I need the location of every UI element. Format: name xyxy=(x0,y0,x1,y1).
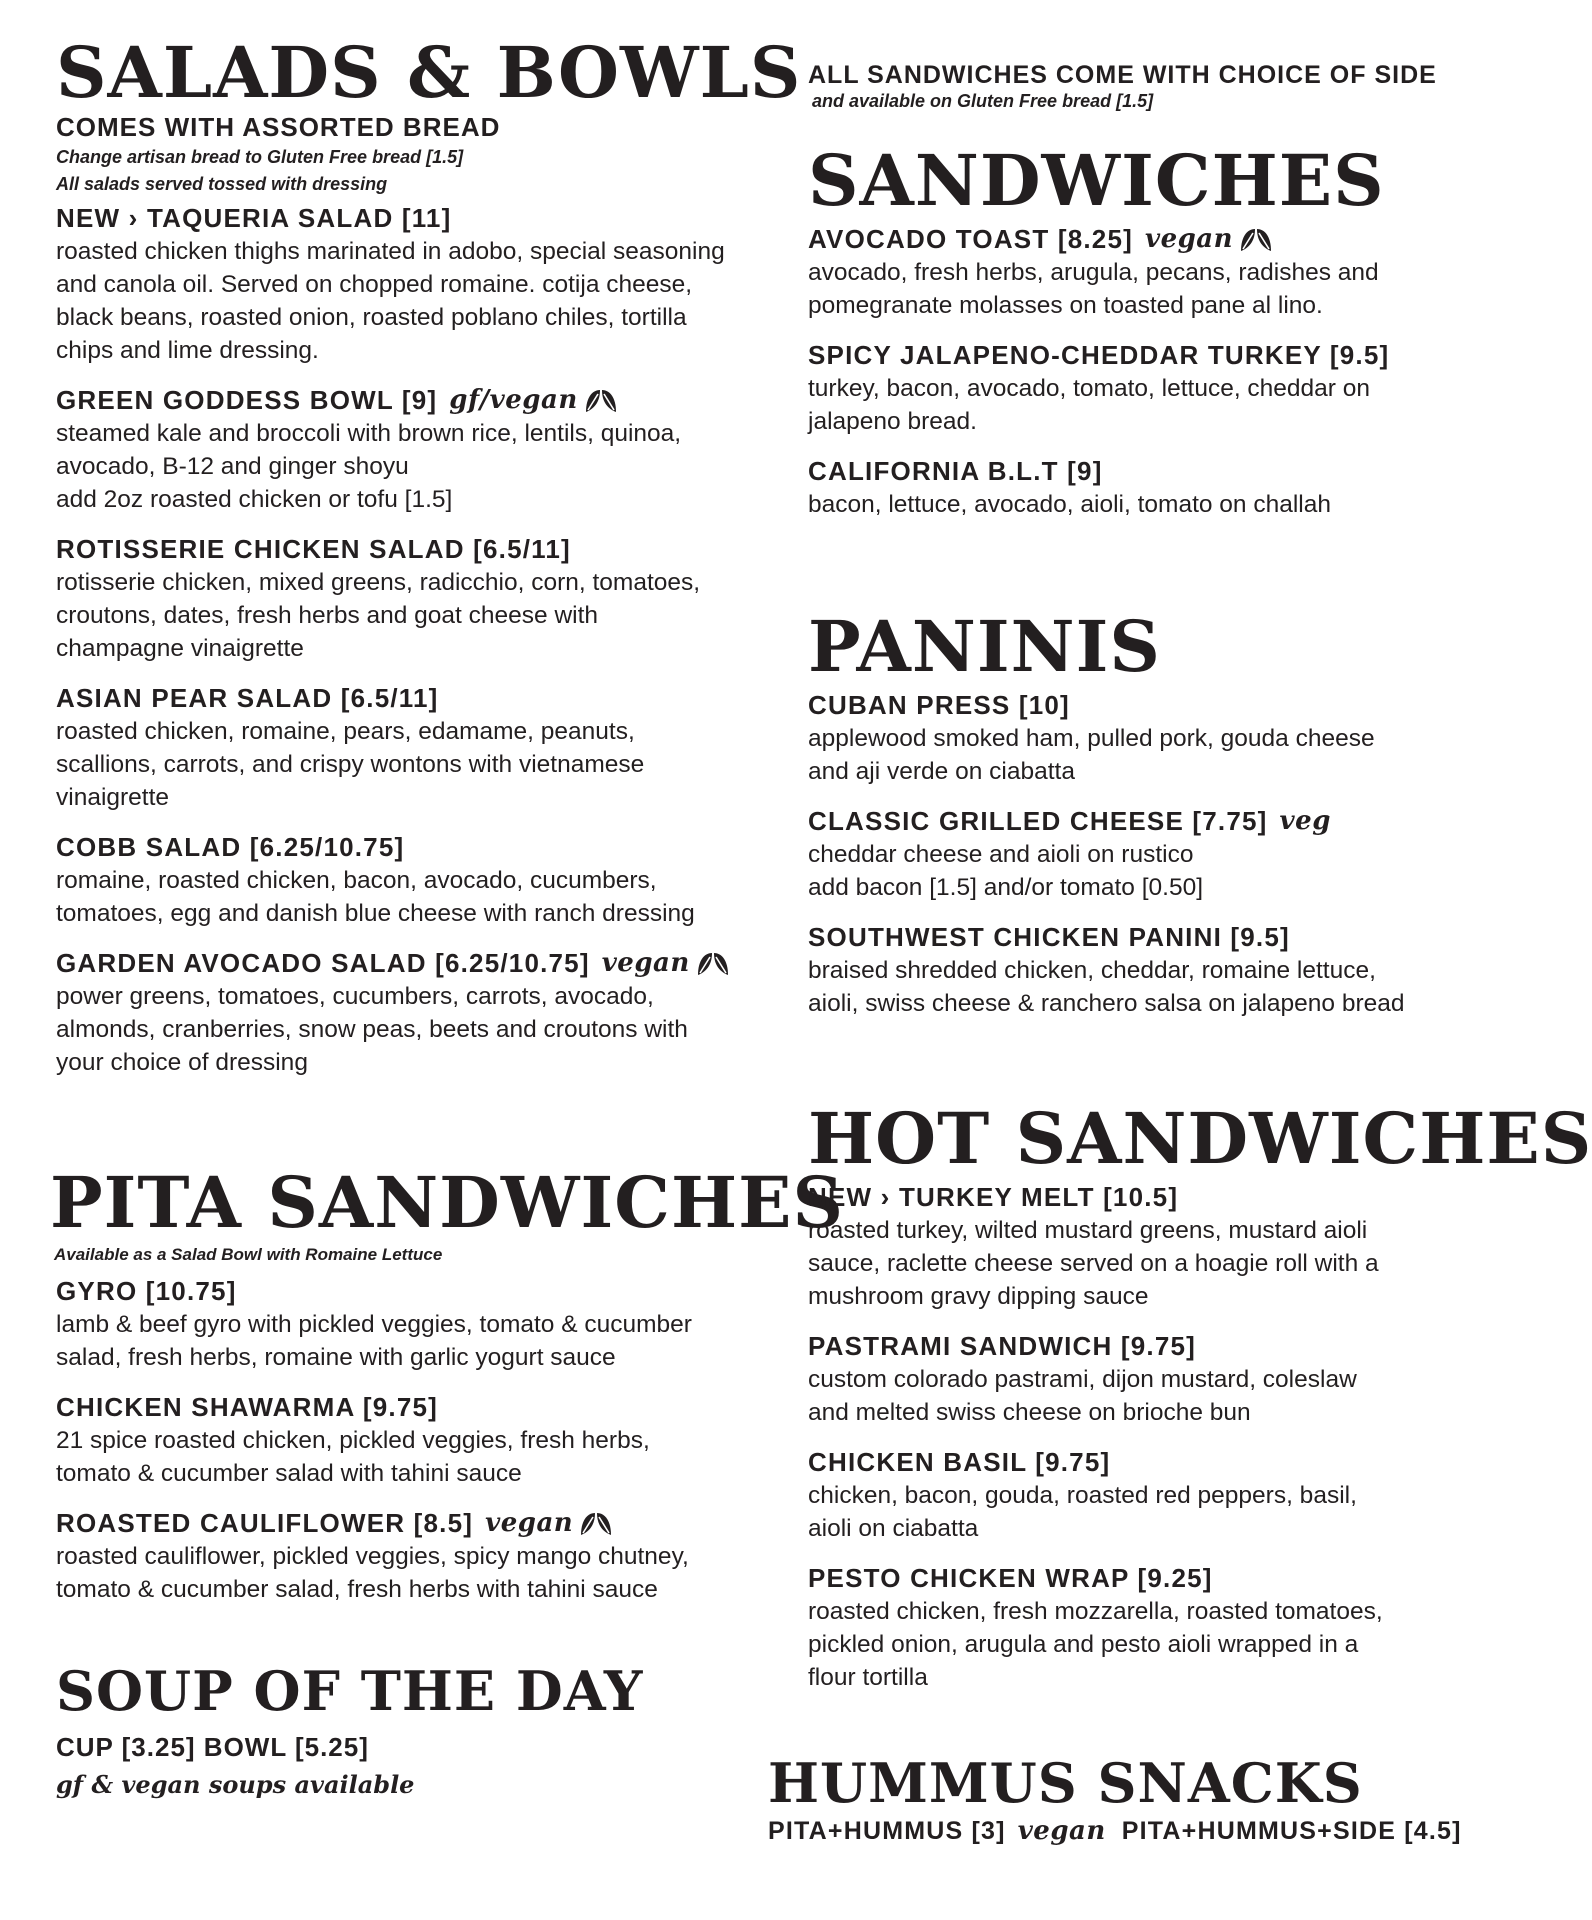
pita-title: PITA SANDWICHES xyxy=(50,1161,844,1244)
description-line: avocado, fresh herbs, arugula, pecans, radishes and xyxy=(808,259,1379,286)
menu-item-description xyxy=(56,1540,756,1606)
description-line: roasted cauliflower, pickled veggies, spicy mango chutney, xyxy=(56,1543,689,1570)
menu-item-title: COBB SALAD [6.25/10.75] xyxy=(56,832,405,862)
menu-item xyxy=(56,532,756,665)
menu-item xyxy=(808,920,1448,1020)
description-line: rotisserie chicken, mixed greens, radicchio, corn, tomatoes, xyxy=(56,569,701,596)
description-line: mushroom gravy dipping sauce xyxy=(808,1283,1149,1310)
menu-item-description xyxy=(808,722,1448,788)
hummus-title: HUMMUS SNACKS xyxy=(768,1751,1363,1815)
description-line: jalapeno bread. xyxy=(808,408,977,435)
menu-item xyxy=(56,383,756,516)
sandwiches-section xyxy=(808,60,1448,521)
description-line: and canola oil. Served on chopped romaine. cotija cheese, xyxy=(56,271,693,298)
menu-item-description xyxy=(56,566,756,665)
menu-item-title: GYRO [10.75] xyxy=(56,1276,237,1306)
description-line: lamb & beef gyro with pickled veggies, tomato & cucumber xyxy=(56,1311,692,1338)
description-line: pickled onion, arugula and pesto aioli wrapped in a xyxy=(808,1631,1359,1658)
menu-item-title: AVOCADO TOAST [8.25] xyxy=(808,224,1133,254)
menu-item-description xyxy=(56,417,756,516)
menu-item xyxy=(808,338,1448,438)
menu-item-title: CALIFORNIA B.L.T [9] xyxy=(808,456,1103,486)
salads-note-bread: Change artisan bread to Gluten Free bread [1.5] xyxy=(56,147,464,167)
menu-item-description xyxy=(56,1308,756,1374)
diet-tag: vegan xyxy=(1144,224,1234,254)
menu-item xyxy=(808,1329,1448,1429)
description-line: avocado, B-12 and ginger shoyu xyxy=(56,453,409,480)
menu-item xyxy=(808,222,1448,322)
description-line: add bacon [1.5] and/or tomato [0.50] xyxy=(808,874,1204,901)
description-line: 21 spice roasted chicken, pickled veggies, fresh herbs, xyxy=(56,1427,650,1454)
menu-item-name xyxy=(56,1274,756,1308)
menu-item xyxy=(808,688,1448,788)
menu-item xyxy=(56,1390,756,1490)
leaf-icon xyxy=(584,386,618,414)
description-line: sauce, raclette cheese served on a hoagie roll with a xyxy=(808,1250,1379,1277)
menu-item xyxy=(56,1274,756,1374)
menu-item xyxy=(56,201,756,367)
menu-item-name xyxy=(56,830,756,864)
menu-item xyxy=(808,454,1448,521)
hot-title: HOT SANDWICHES xyxy=(808,1097,1592,1180)
menu-item xyxy=(56,946,756,1079)
menu-item-description xyxy=(808,372,1448,438)
menu-item-title: SPICY JALAPENO-CHEDDAR TURKEY [9.5] xyxy=(808,340,1390,370)
menu-item-name xyxy=(808,454,1448,488)
menu-item-title: CLASSIC GRILLED CHEESE [7.75] xyxy=(808,806,1268,836)
hot-section xyxy=(808,1097,1592,1694)
description-line: braised shredded chicken, cheddar, romaine lettuce, xyxy=(808,957,1376,984)
menu-item-name xyxy=(808,222,1448,256)
menu-item xyxy=(56,681,756,814)
leaf-icon xyxy=(696,949,730,977)
menu-item-name xyxy=(56,1506,756,1540)
description-line: tomato & cucumber salad with tahini sauce xyxy=(56,1460,522,1487)
menu-item xyxy=(56,1506,756,1606)
menu-item-name xyxy=(808,920,1448,954)
menu-item-title: CUBAN PRESS [10] xyxy=(808,690,1070,720)
description-line: black beans, roasted onion, roasted poblano chiles, tortilla xyxy=(56,304,687,331)
menu-item-title: GREEN GODDESS BOWL [9] xyxy=(56,385,438,415)
pita-item-list xyxy=(56,1274,756,1606)
description-line: romaine, roasted chicken, bacon, avocado, cucumbers, xyxy=(56,867,657,894)
description-line: flour tortilla xyxy=(808,1664,928,1691)
menu-item-title: GARDEN AVOCADO SALAD [6.25/10.75] xyxy=(56,948,590,978)
description-line: pomegranate molasses on toasted pane al lino. xyxy=(808,292,1323,319)
description-line: vinaigrette xyxy=(56,784,170,811)
menu-item-description xyxy=(56,1424,756,1490)
soup-prices: CUP [3.25] BOWL [5.25] xyxy=(56,1732,369,1762)
leaf-icon xyxy=(579,1509,613,1537)
menu-item-name xyxy=(56,681,756,715)
description-line: scallions, carrots, and crispy wontons with vietnamese xyxy=(56,751,645,778)
menu-item-description xyxy=(808,838,1448,904)
menu-item-description xyxy=(56,715,756,814)
description-line: your choice of dressing xyxy=(56,1049,308,1076)
description-line: aioli on ciabatta xyxy=(808,1515,979,1542)
soup-note: gf & vegan soups available xyxy=(56,1770,415,1799)
description-line: croutons, dates, fresh herbs and goat cheese with xyxy=(56,602,599,629)
menu-item xyxy=(56,830,756,930)
menu-item xyxy=(808,1561,1448,1694)
menu-item-name xyxy=(808,1180,1448,1214)
menu-item-name xyxy=(808,338,1448,372)
menu-item-title: ROTISSERIE CHICKEN SALAD [6.5/11] xyxy=(56,534,571,564)
hummus-row xyxy=(768,1816,1462,1846)
menu-item-title: ASIAN PEAR SALAD [6.5/11] xyxy=(56,683,439,713)
description-line: applewood smoked ham, pulled pork, gouda cheese xyxy=(808,725,1375,752)
menu-item-description xyxy=(808,1595,1448,1694)
menu-item-title: ROASTED CAULIFLOWER [8.5] xyxy=(56,1508,474,1538)
menu-item-name xyxy=(808,1329,1448,1363)
leaf-icon xyxy=(1239,225,1273,253)
menu-item-description xyxy=(808,1214,1448,1313)
salads-note-dressing: All salads served tossed with dressing xyxy=(56,174,388,194)
description-line: almonds, cranberries, snow peas, beets and croutons with xyxy=(56,1016,688,1043)
description-line: and aji verde on ciabatta xyxy=(808,758,1075,785)
menu-item xyxy=(808,1180,1448,1313)
description-line: tomato & cucumber salad, fresh herbs with tahini sauce xyxy=(56,1576,658,1603)
hummus-tag: vegan xyxy=(1017,1816,1106,1846)
menu-item-description xyxy=(808,488,1448,521)
description-line: chips and lime dressing. xyxy=(56,337,319,364)
description-line: salad, fresh herbs, romaine with garlic yogurt sauce xyxy=(56,1344,616,1371)
description-line: aioli, swiss cheese & ranchero salsa on jalapeno bread xyxy=(808,990,1405,1017)
sandwiches-item-list xyxy=(808,222,1448,521)
description-line: custom colorado pastrami, dijon mustard, coleslaw xyxy=(808,1366,1357,1393)
pita-note: Available as a Salad Bowl with Romaine Lettuce xyxy=(54,1245,443,1264)
menu-item-description xyxy=(808,256,1448,322)
hot-item-list xyxy=(808,1180,1448,1694)
hummus-item-pita: PITA+HUMMUS [3] xyxy=(768,1816,1006,1845)
description-line: champagne vinaigrette xyxy=(56,635,304,662)
hummus-item-side: PITA+HUMMUS+SIDE [4.5] xyxy=(1121,1816,1462,1845)
menu-item-name xyxy=(808,804,1448,838)
salads-subtitle: COMES WITH ASSORTED BREAD xyxy=(56,112,501,142)
menu-item-description xyxy=(808,1479,1448,1545)
menu-item-name xyxy=(808,1445,1448,1479)
menu-item-name xyxy=(56,946,756,980)
menu-item xyxy=(808,1445,1448,1545)
menu-item-title: NEW › TURKEY MELT [10.5] xyxy=(808,1182,1179,1212)
sandwiches-side-note: ALL SANDWICHES COME WITH CHOICE OF SIDE xyxy=(808,61,1437,89)
salads-item-list xyxy=(56,201,756,1079)
description-line: and melted swiss cheese on brioche bun xyxy=(808,1399,1251,1426)
menu-item xyxy=(808,804,1448,904)
description-line: cheddar cheese and aioli on rustico xyxy=(808,841,1194,868)
menu-item-description xyxy=(56,235,756,367)
diet-tag: vegan xyxy=(485,1508,574,1538)
menu-item-name xyxy=(808,1561,1448,1595)
paninis-title: PANINIS xyxy=(808,605,1161,688)
hummus-section xyxy=(768,1751,1462,1846)
description-line: turkey, bacon, avocado, tomato, lettuce, cheddar on xyxy=(808,375,1371,402)
menu-item-name xyxy=(56,201,756,235)
paninis-item-list xyxy=(808,688,1448,1020)
menu-item-name xyxy=(56,532,756,566)
menu-item-title: CHICKEN SHAWARMA [9.75] xyxy=(56,1392,439,1422)
salads-section xyxy=(56,31,802,1079)
description-line: power greens, tomatoes, cucumbers, carrots, avocado, xyxy=(56,983,654,1010)
menu-item-description xyxy=(56,980,756,1079)
menu-item-title: CHICKEN BASIL [9.75] xyxy=(808,1447,1111,1477)
description-line: steamed kale and broccoli with brown rice, lentils, quinoa, xyxy=(56,420,682,447)
description-line: roasted chicken thighs marinated in adobo, special seasoning xyxy=(56,238,725,265)
menu-item-title: PESTO CHICKEN WRAP [9.25] xyxy=(808,1563,1213,1593)
soup-section xyxy=(56,1659,756,1799)
menu-item-name xyxy=(808,688,1448,722)
salads-title: SALADS & BOWLS xyxy=(56,31,802,114)
diet-tag: veg xyxy=(1279,806,1331,836)
menu-item-title: NEW › TAQUERIA SALAD [11] xyxy=(56,203,452,233)
soup-title: SOUP OF THE DAY xyxy=(56,1659,644,1723)
sandwiches-gluten-note: and available on Gluten Free bread [1.5] xyxy=(812,91,1154,111)
menu-item-description xyxy=(808,1363,1448,1429)
sandwiches-title: SANDWICHES xyxy=(808,139,1385,222)
description-line: roasted chicken, fresh mozzarella, roasted tomatoes, xyxy=(808,1598,1383,1625)
paninis-section xyxy=(808,605,1448,1020)
description-line: roasted chicken, romaine, pears, edamame, peanuts, xyxy=(56,718,635,745)
description-line: add 2oz roasted chicken or tofu [1.5] xyxy=(56,486,453,513)
diet-tag: vegan xyxy=(601,948,690,978)
menu-item-title: PASTRAMI SANDWICH [9.75] xyxy=(808,1331,1197,1361)
menu-item-description xyxy=(808,954,1448,1020)
menu-item-title: SOUTHWEST CHICKEN PANINI [9.5] xyxy=(808,922,1290,952)
diet-tag: gf/vegan xyxy=(449,385,578,415)
menu-item-name xyxy=(56,383,756,417)
menu-item-description xyxy=(56,864,756,930)
description-line: tomatoes, egg and danish blue cheese with ranch dressing xyxy=(56,900,695,927)
description-line: roasted turkey, wilted mustard greens, mustard aioli xyxy=(808,1217,1368,1244)
description-line: chicken, bacon, gouda, roasted red peppers, basil, xyxy=(808,1482,1357,1509)
pita-section xyxy=(50,1161,844,1606)
menu-item-name xyxy=(56,1390,756,1424)
description-line: bacon, lettuce, avocado, aioli, tomato on challah xyxy=(808,491,1332,518)
